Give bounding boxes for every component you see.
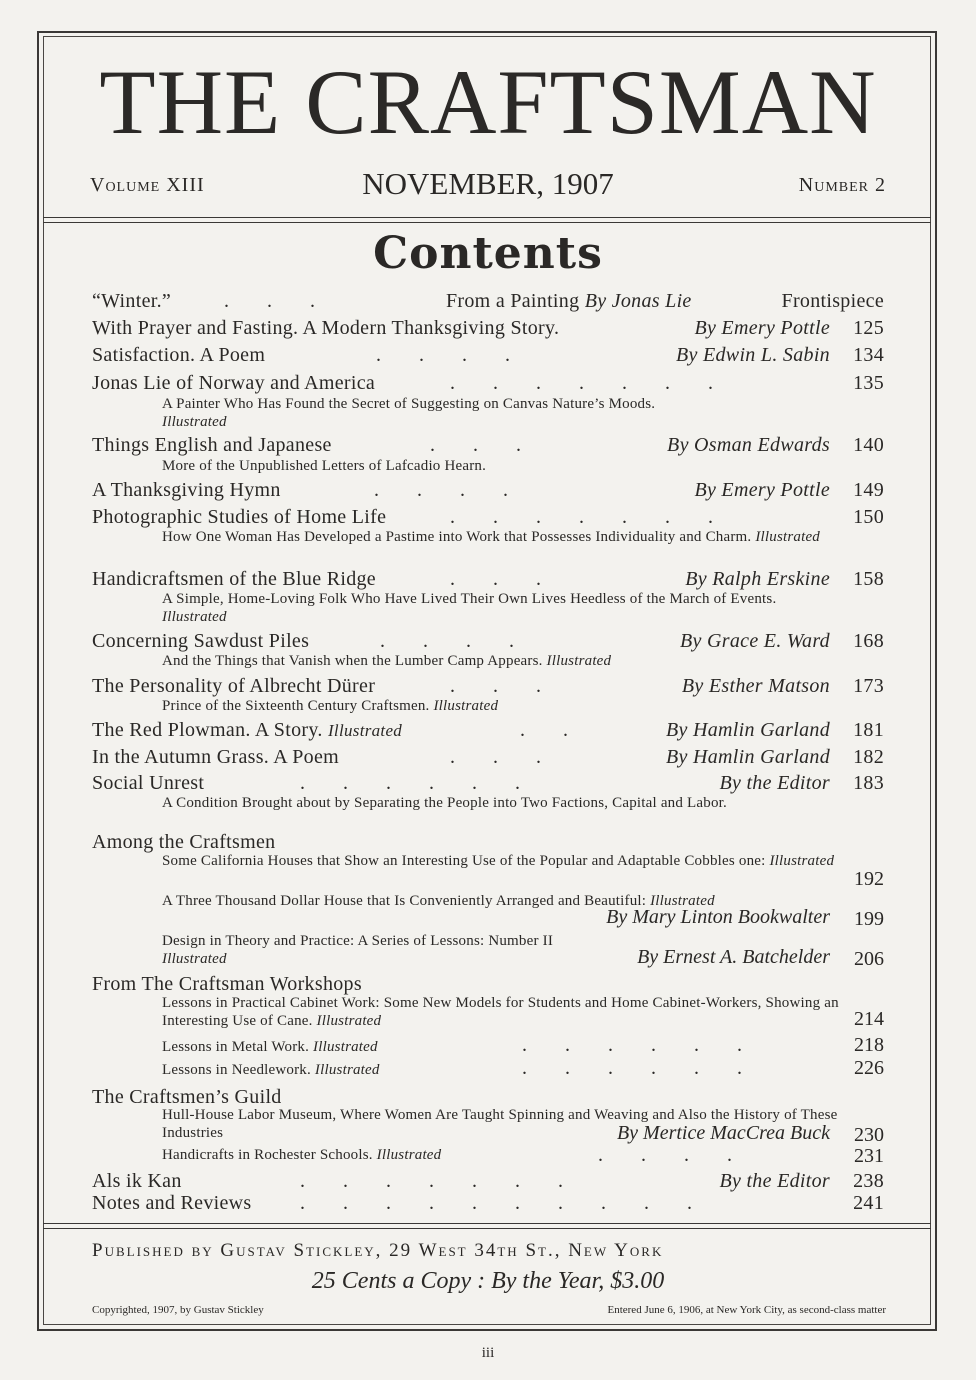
- subitem[interactable]: Design in Theory and Practice: A Series of Lessons: Number II Illustrated: [162, 933, 554, 967]
- number-label: Number 2: [798, 174, 886, 196]
- entry-page: 173: [853, 675, 884, 697]
- dot-leader: .......: [450, 506, 751, 528]
- volume-label: Volume XIII: [90, 174, 205, 196]
- subitem-page: 192: [854, 868, 884, 890]
- dot-leader: ....: [380, 630, 552, 652]
- dot-leader: ...: [224, 290, 353, 312]
- entry-subtitle: A Painter Who Has Found the Secret of Suggesting on Canvas Nature’s Moods. Illustrated: [162, 396, 656, 430]
- subitem[interactable]: Hull-House Labor Museum, Where Women Are Taught Spinning and Weaving and Also the History of These Industries: [162, 1107, 838, 1141]
- subitem-page: 218: [854, 1034, 884, 1056]
- subitem[interactable]: Lessons in Metal Work. Illustrated: [162, 1039, 378, 1055]
- entry-page: 168: [853, 630, 884, 652]
- entry-page: 135: [853, 372, 884, 394]
- entry-page: 140: [853, 434, 884, 456]
- publisher-line: Published by Gustav Stickley, 29 West 34th St., New York: [92, 1240, 664, 1261]
- entry-title: Notes and Reviews: [92, 1192, 252, 1214]
- entry-author: By Emery Pottle: [694, 479, 830, 501]
- subitem[interactable]: Lessons in Needlework. Illustrated: [162, 1062, 380, 1078]
- dot-leader: ....: [598, 1144, 770, 1166]
- entry-page: 125: [853, 317, 884, 339]
- entry-title: Satisfaction. A Poem: [92, 344, 266, 366]
- dot-leader: ....: [376, 344, 548, 366]
- entry-note: From a Painting By Jonas Lie: [446, 290, 692, 312]
- entry-subtitle: A Simple, Home-Loving Folk Who Have Lived Their Own Lives Heedless of the March of Events. Illustrated: [162, 591, 777, 625]
- toc-entry[interactable]: [90, 719, 886, 749]
- entry-page: 241: [853, 1192, 884, 1214]
- subitem[interactable]: Handicrafts in Rochester Schools. Illustrated: [162, 1147, 442, 1163]
- entry-page: Frontispiece: [781, 290, 884, 312]
- divider: [43, 1223, 931, 1224]
- entry-title: A Thanksgiving Hymn: [92, 479, 281, 501]
- entry-title: Jonas Lie of Norway and America: [92, 372, 376, 394]
- dot-leader: ..........: [300, 1192, 730, 1214]
- copyright-line: Copyrighted, 1907, by Gustav Stickley: [92, 1304, 264, 1316]
- divider: [43, 222, 931, 223]
- entry-author: By Hamlin Garland: [666, 746, 830, 768]
- entry-author: By the Editor: [719, 772, 830, 794]
- entry-page: 150: [853, 506, 884, 528]
- entry-title: The Red Plowman. A Story. Illustrated: [92, 719, 403, 741]
- toc-entry[interactable]: [90, 1192, 886, 1222]
- entry-page: 182: [853, 746, 884, 768]
- toc-entry[interactable]: [90, 479, 886, 509]
- price-line: 25 Cents a Copy : By the Year, $3.00: [311, 1268, 665, 1294]
- entry-author: By Esther Matson: [681, 675, 830, 697]
- entry-title: “Winter.”: [92, 290, 172, 312]
- entry-page: 134: [853, 344, 884, 366]
- entry-title: The Craftsmen’s Guild: [92, 1086, 282, 1108]
- entry-title: Among the Craftsmen: [92, 831, 276, 853]
- subitem-page: 199: [854, 908, 884, 930]
- dot-leader: ...: [450, 746, 579, 768]
- issue-line: [90, 166, 886, 206]
- issue-date: NOVEMBER, 1907: [362, 166, 614, 201]
- dot-leader: ...: [450, 568, 579, 590]
- toc-entry[interactable]: [90, 317, 886, 347]
- subitem-author: By Mertice MacCrea Buck: [616, 1122, 830, 1144]
- subitem-page: 231: [854, 1145, 884, 1167]
- dot-leader: .......: [300, 1170, 601, 1192]
- entry-page: 149: [853, 479, 884, 501]
- entry-subtitle: How One Woman Has Developed a Pastime into Work that Possesses Individuality and Charm. Illustrated: [162, 529, 821, 545]
- entry-title: From The Craftsman Workshops: [92, 973, 362, 995]
- page-number: iii: [481, 1345, 495, 1361]
- subitem[interactable]: A Three Thousand Dollar House that Is Conveniently Arranged and Beautiful: Illustrated: [162, 893, 715, 909]
- toc-entry[interactable]: [90, 344, 886, 374]
- entry-page: 238: [853, 1170, 884, 1192]
- entry-page: 158: [853, 568, 884, 590]
- dot-leader: ...: [430, 434, 559, 456]
- entry-page: 183: [853, 772, 884, 794]
- dot-leader: ......: [522, 1057, 780, 1079]
- entry-author: By Hamlin Garland: [666, 719, 830, 741]
- contents-heading: Contents: [373, 228, 603, 279]
- entry-author: By Osman Edwards: [667, 434, 830, 456]
- entry-title: Als ik Kan: [92, 1170, 182, 1192]
- entry-author: By Emery Pottle: [694, 317, 830, 339]
- masthead: THE CRAFTSMAN: [99, 51, 877, 153]
- dot-leader: ......: [522, 1034, 780, 1056]
- entry-notice: Entered June 6, 1906, at New York City, as second-class matter: [607, 1304, 886, 1316]
- subitem[interactable]: Some California Houses that Show an Interesting Use of the Popular and Adaptable Cobbles one: Illustrated: [162, 853, 835, 869]
- divider: [43, 1228, 931, 1229]
- subitem-page: 230: [854, 1124, 884, 1146]
- subitem-page: 214: [854, 1008, 884, 1030]
- entry-title: With Prayer and Fasting. A Modern Thanksgiving Story.: [92, 317, 560, 339]
- entry-title: Things English and Japanese: [92, 434, 332, 456]
- entry-title: In the Autumn Grass. A Poem: [92, 746, 339, 768]
- entry-author: By Ralph Erskine: [685, 568, 830, 590]
- subitem-page: 206: [854, 948, 884, 970]
- divider: [43, 217, 931, 218]
- subitem[interactable]: Lessons in Practical Cabinet Work: Some New Models for Students and Home Cabinet-Workers, Showing an Interesting Use of Cane. Illustrated: [162, 995, 839, 1029]
- subitem-author: By Ernest A. Batchelder: [637, 946, 830, 968]
- entry-title: Social Unrest: [92, 772, 205, 794]
- entry-subtitle: And the Things that Vanish when the Lumber Camp Appears. Illustrated: [162, 653, 612, 669]
- entry-title: Photographic Studies of Home Life: [92, 506, 387, 528]
- toc-entry[interactable]: [90, 290, 886, 320]
- dot-leader: ....: [374, 479, 546, 501]
- entry-author: By Edwin L. Sabin: [676, 344, 830, 366]
- subitem-page: 226: [854, 1057, 884, 1079]
- entry-title: Handicraftsmen of the Blue Ridge: [92, 568, 376, 590]
- entry-author: By the Editor: [719, 1170, 830, 1192]
- entry-title: The Personality of Albrecht Dürer: [92, 675, 376, 697]
- entry-subtitle: A Condition Brought about by Separating the People into Two Factions, Capital and Labor.: [162, 795, 727, 811]
- entry-author: By Grace E. Ward: [680, 630, 830, 652]
- dot-leader: ..: [520, 719, 606, 741]
- entry-subtitle: Prince of the Sixteenth Century Craftsmen. Illustrated: [162, 698, 499, 714]
- entry-subtitle: More of the Unpublished Letters of Lafcadio Hearn.: [162, 458, 487, 474]
- dot-leader: ......: [300, 772, 558, 794]
- dot-leader: .......: [450, 372, 751, 394]
- subitem-author: By Mary Linton Bookwalter: [606, 906, 830, 928]
- entry-page: 181: [853, 719, 884, 741]
- entry-title: Concerning Sawdust Piles: [92, 630, 310, 652]
- dot-leader: ...: [450, 675, 579, 697]
